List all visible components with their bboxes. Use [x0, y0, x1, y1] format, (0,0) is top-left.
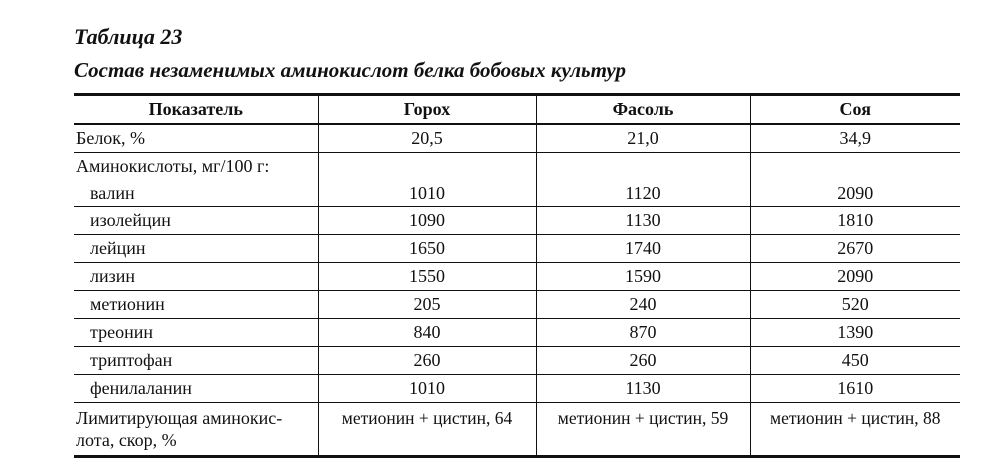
table-row — [74, 291, 960, 319]
table-header-row — [74, 95, 960, 125]
cell-peas: 1090 — [318, 207, 536, 235]
table-row-protein — [74, 124, 960, 153]
cell-soy: 2090 — [750, 263, 960, 291]
row-label: лейцин — [90, 238, 146, 258]
cell-beans: метионин + цистин, 59 — [536, 403, 750, 457]
cell-soy: 34,9 — [750, 124, 960, 153]
table-number: Таблица 23 — [74, 24, 183, 49]
cell-empty — [536, 153, 750, 181]
cell-soy: 2090 — [750, 180, 960, 207]
table-title: Состав незаменимых аминокислот белка бобовых культур — [74, 58, 626, 82]
cell-beans: 870 — [536, 319, 750, 347]
header-soy: Соя — [750, 95, 960, 125]
table-row — [74, 375, 960, 403]
cell-peas: 1010 — [318, 375, 536, 403]
header-indicator: Показатель — [148, 99, 243, 119]
table-row-limiting — [74, 403, 960, 457]
cell-soy: 520 — [750, 291, 960, 319]
cell-beans: 1120 — [536, 180, 750, 207]
cell-soy: 1390 — [750, 319, 960, 347]
cell-peas: метионин + цистин, 64 — [318, 403, 536, 457]
table-row — [74, 347, 960, 375]
cell-empty — [318, 153, 536, 181]
cell-soy: метионин + цистин, 88 — [750, 403, 960, 457]
row-label-line1: Лимитирующая аминокис- — [76, 408, 283, 428]
table-row — [74, 207, 960, 235]
header-beans: Фасоль — [536, 95, 750, 125]
row-label: изолейцин — [90, 210, 171, 230]
row-label: Аминокислоты, мг/100 г: — [76, 156, 270, 176]
row-label: метионин — [90, 294, 165, 314]
cell-empty — [750, 153, 960, 181]
table-row-amino-header — [74, 153, 960, 181]
cell-beans: 1740 — [536, 235, 750, 263]
cell-peas: 840 — [318, 319, 536, 347]
cell-peas: 260 — [318, 347, 536, 375]
table-row — [74, 319, 960, 347]
cell-beans: 240 — [536, 291, 750, 319]
row-label: Белок, % — [76, 128, 146, 148]
header-peas: Горох — [318, 95, 536, 125]
table-row — [74, 235, 960, 263]
row-label-line2: лота, скор, % — [76, 430, 177, 450]
cell-peas: 20,5 — [318, 124, 536, 153]
cell-soy: 1810 — [750, 207, 960, 235]
cell-peas: 205 — [318, 291, 536, 319]
row-label: триптофан — [90, 350, 173, 370]
cell-beans: 1130 — [536, 207, 750, 235]
row-label: треонин — [90, 322, 153, 342]
cell-peas: 1550 — [318, 263, 536, 291]
row-label: фенилаланин — [90, 378, 192, 398]
table-row — [74, 263, 960, 291]
cell-beans: 21,0 — [536, 124, 750, 153]
row-label: лизин — [90, 266, 135, 286]
cell-soy: 1610 — [750, 375, 960, 403]
row-label: валин — [90, 182, 135, 203]
cell-beans: 260 — [536, 347, 750, 375]
amino-acid-table — [74, 93, 960, 458]
row-label — [74, 403, 318, 457]
cell-soy: 450 — [750, 347, 960, 375]
cell-peas: 1650 — [318, 235, 536, 263]
cell-beans: 1590 — [536, 263, 750, 291]
cell-beans: 1130 — [536, 375, 750, 403]
table-row — [74, 180, 960, 207]
cell-peas: 1010 — [318, 180, 536, 207]
cell-soy: 2670 — [750, 235, 960, 263]
